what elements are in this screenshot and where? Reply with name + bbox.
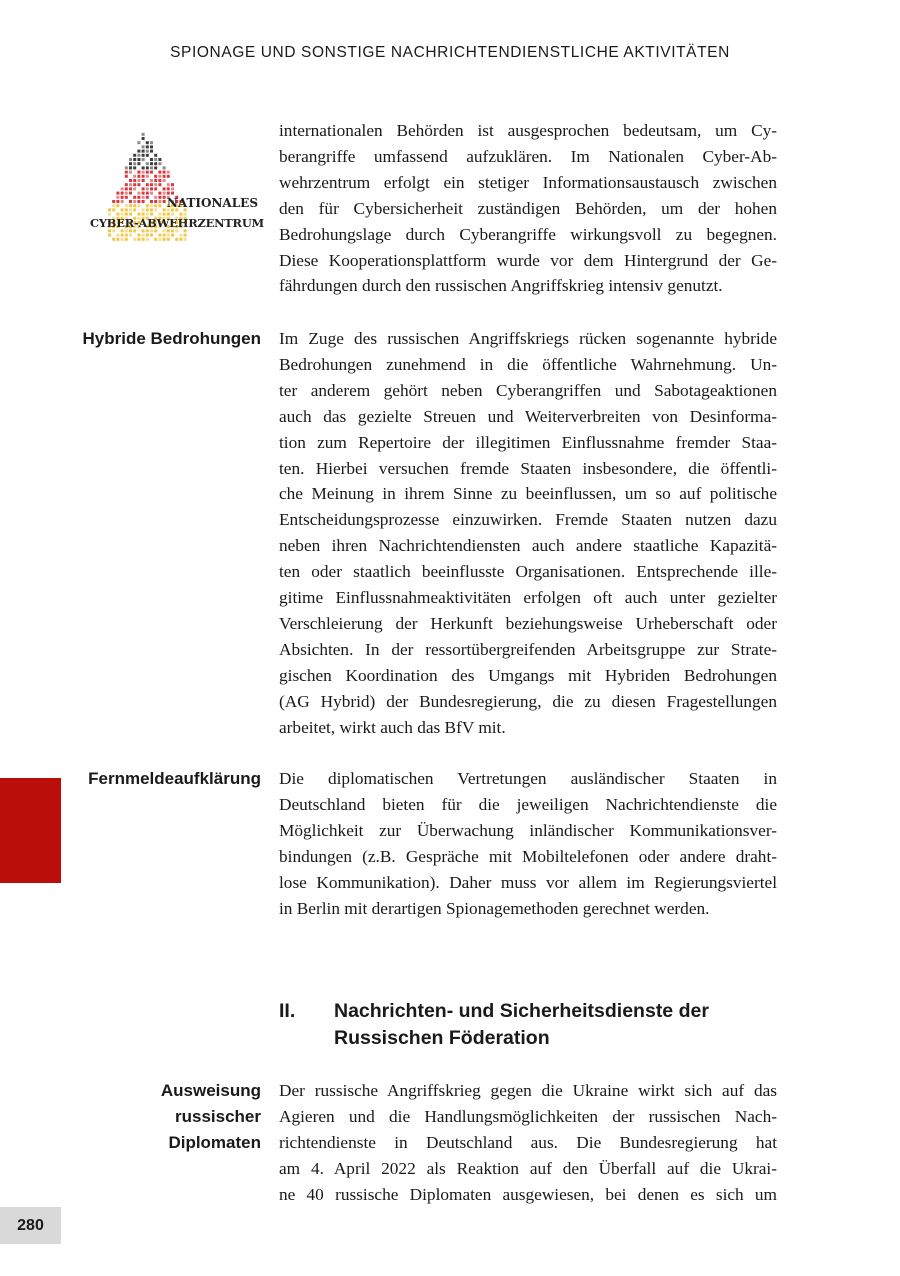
logo-mosaic-tile bbox=[146, 154, 149, 157]
logo-mosaic-tile bbox=[133, 175, 136, 178]
logo-mosaic-tile bbox=[171, 234, 174, 237]
logo-mosaic-tile bbox=[158, 175, 161, 178]
text-line: ter anderem gehört neben Cyberangriffen und Sabotageaktionen bbox=[279, 380, 777, 400]
text-line: Die diplomatischen Vertretungen ausländischer Staaten in bbox=[279, 769, 777, 788]
logo-mosaic-tile bbox=[129, 208, 132, 211]
text-line: (AG Hybrid) der Bundesregierung, die zu diesen Fragestellungen bbox=[279, 691, 777, 711]
logo-mosaic-tile bbox=[125, 187, 128, 190]
logo-mosaic-tile bbox=[163, 175, 166, 178]
logo-mosaic-tile bbox=[154, 179, 157, 182]
text-line: Im Zuge des russischen Angriffskriegs rücken sogenannte hybride bbox=[279, 329, 777, 348]
logo-mosaic-tile bbox=[154, 200, 157, 203]
margin-note-hybrid: Hybride Bedrohungen bbox=[82, 329, 261, 348]
chapter-tab-marker bbox=[0, 778, 61, 883]
logo-mosaic-tile bbox=[116, 204, 119, 207]
logo-mosaic-tile bbox=[121, 200, 124, 203]
logo-mosaic-tile bbox=[163, 208, 166, 211]
logo-mosaic-tile bbox=[158, 204, 161, 207]
logo-mosaic-tile bbox=[158, 234, 161, 237]
logo-mosaic-tile bbox=[142, 166, 145, 169]
text-line: bindungen (z.B. Gespräche mit Mobiltelefonen oder andere draht- bbox=[279, 846, 777, 866]
logo-mosaic-tile bbox=[150, 166, 153, 169]
logo-mosaic-tile bbox=[146, 192, 149, 195]
logo-mosaic-tile bbox=[137, 179, 140, 182]
logo-mosaic-tile bbox=[112, 238, 115, 241]
text-line: den für Cybersicherheit zuständigen Behörden, um der hohen bbox=[279, 198, 777, 218]
text-line: Absichten. In der ressortübergreifenden Arbeitsgruppe zur Strate- bbox=[279, 639, 777, 659]
text-line: ne 40 russische Diplomaten ausgewiesen, bei denen es sich um bbox=[279, 1184, 777, 1204]
margin-note-ausweisung bbox=[161, 1078, 261, 1156]
logo-mosaic-tile bbox=[184, 234, 187, 237]
logo-mosaic-tile bbox=[129, 187, 132, 190]
logo-mosaic-tile bbox=[137, 196, 140, 199]
logo-mosaic-tile bbox=[146, 175, 149, 178]
logo-mosaic-tile bbox=[129, 179, 132, 182]
logo-mosaic-tile bbox=[154, 183, 157, 186]
logo-mosaic-tile bbox=[125, 192, 128, 195]
logo-mosaic-tile bbox=[171, 192, 174, 195]
logo-mosaic-tile bbox=[133, 179, 136, 182]
paragraph-ausweisung bbox=[279, 1078, 777, 1208]
text-line: ten. Hierbei versuchen fremde Staaten insbesondere, die öffentli- bbox=[279, 458, 777, 478]
logo-mosaic-tile bbox=[163, 166, 166, 169]
text-line: richtendienste in Deutschland aus. Die Bundesregierung hat bbox=[279, 1132, 777, 1152]
logo-mosaic-tile bbox=[146, 234, 149, 237]
logo-mosaic-tile bbox=[154, 208, 157, 211]
logo-mosaic-tile bbox=[142, 187, 145, 190]
logo-mosaic-tile bbox=[137, 183, 140, 186]
logo-mosaic-tile bbox=[142, 171, 145, 174]
logo-mosaic-tile bbox=[129, 200, 132, 203]
logo-mosaic-tile bbox=[137, 200, 140, 203]
logo-mosaic-tile bbox=[142, 200, 145, 203]
logo-mosaic-tile bbox=[125, 166, 128, 169]
section-title bbox=[334, 998, 754, 1051]
text-line: berangriffe umfassend aufzuklären. Im Nationalen Cyber-Ab- bbox=[279, 146, 777, 166]
logo-mosaic-tile bbox=[150, 158, 153, 161]
logo-mosaic-tile bbox=[146, 162, 149, 165]
text-line: Deutschland bieten für die jeweiligen Nachrichtendienste die bbox=[279, 794, 777, 814]
logo-mosaic-tile bbox=[137, 150, 140, 153]
logo-mosaic-tile bbox=[167, 171, 170, 174]
logo-mosaic-tile bbox=[158, 192, 161, 195]
logo-mosaic-tile bbox=[158, 158, 161, 161]
logo-mosaic-tile bbox=[116, 234, 119, 237]
text-line: wehrzentrum erfolgt ein stetiger Informationsaustausch zwischen bbox=[279, 172, 777, 192]
text-line: Entscheidungsprozesse einzuwirken. Fremde Staaten nutzen dazu bbox=[279, 510, 777, 530]
logo-mosaic-tile bbox=[137, 175, 140, 178]
logo-mosaic-tile bbox=[179, 234, 182, 237]
logo-mosaic-tile bbox=[121, 238, 124, 241]
logo-mosaic-tile bbox=[116, 238, 119, 241]
logo-mosaic-tile bbox=[167, 238, 170, 241]
logo-text-line1: NATIONALES bbox=[166, 196, 258, 210]
logo-mosaic-tile bbox=[150, 179, 153, 182]
logo-mosaic-tile bbox=[150, 208, 153, 211]
logo-mosaic-tile bbox=[112, 204, 115, 207]
logo-mosaic-tile bbox=[150, 171, 153, 174]
logo-mosaic-tile bbox=[150, 234, 153, 237]
page-number: 280 bbox=[0, 1207, 61, 1244]
text-line: arbeitet, wirkt auch das BfV mit. bbox=[279, 717, 506, 737]
logo-mosaic-tile bbox=[133, 166, 136, 169]
running-header: SPIONAGE UND SONSTIGE NACHRICHTENDIENSTLICHE AKTIVITÄTEN bbox=[170, 44, 730, 61]
logo-mosaic-tile bbox=[137, 238, 140, 241]
logo-mosaic-tile bbox=[171, 183, 174, 186]
logo-mosaic-tile bbox=[129, 183, 132, 186]
logo-mosaic-tile bbox=[142, 238, 145, 241]
logo-mosaic-tile bbox=[142, 175, 145, 178]
logo-mosaic-tile bbox=[167, 234, 170, 237]
logo-mosaic-tile bbox=[133, 158, 136, 161]
logo-mosaic-tile bbox=[158, 162, 161, 165]
logo-mosaic-tile bbox=[154, 175, 157, 178]
logo-mosaic-tile bbox=[129, 171, 132, 174]
logo-mosaic-tile bbox=[133, 204, 136, 207]
text-line: Bedrohungslage durch Cyberangriffe wirkungsvoll zu begegnen. bbox=[279, 224, 777, 244]
logo-mosaic-tile bbox=[142, 137, 145, 140]
text-line: neben ihren Nachrichtendiensten auch andere staatliche Kapazitä- bbox=[279, 536, 777, 556]
logo-mosaic-tile bbox=[129, 158, 132, 161]
logo-mosaic-tile bbox=[146, 166, 149, 169]
logo-mosaic-tile bbox=[150, 183, 153, 186]
logo-mosaic-tile bbox=[163, 238, 166, 241]
text-line: Der russische Angriffskrieg gegen die Ukraine wirkt sich auf das bbox=[279, 1081, 777, 1100]
logo-mosaic-tile bbox=[150, 141, 153, 144]
section-title-line1: Nachrichten- und Sicherheitsdienste der bbox=[334, 1000, 709, 1022]
logo-mosaic-tile bbox=[171, 187, 174, 190]
logo-text-line2: CYBER-ABWEHRZENTRUM bbox=[90, 216, 264, 230]
logo-mosaic-tile bbox=[137, 158, 140, 161]
text-line: lose Kommunikation). Daher muss vor allem im Regierungsviertel bbox=[279, 872, 777, 892]
logo-mosaic-tile bbox=[125, 183, 128, 186]
logo-mosaic-tile bbox=[133, 196, 136, 199]
logo-mosaic-tile bbox=[142, 179, 145, 182]
logo-mosaic-tile bbox=[108, 208, 111, 211]
logo-mosaic-tile bbox=[133, 238, 136, 241]
logo-mosaic-tile bbox=[125, 234, 128, 237]
logo-mosaic-tile bbox=[133, 162, 136, 165]
text-line: Verschleierung der Herkunft beziehungsweise Urheberschaft oder bbox=[279, 613, 777, 633]
logo-mosaic-tile bbox=[158, 238, 161, 241]
logo-mosaic-tile bbox=[129, 192, 132, 195]
section-title-line2: Russischen Föderation bbox=[334, 1026, 550, 1049]
logo-mosaic-tile bbox=[121, 234, 124, 237]
text-line: am 4. April 2022 als Reaktion auf den Überfall auf die Ukrai- bbox=[279, 1158, 777, 1178]
logo-mosaic-tile bbox=[179, 238, 182, 241]
logo-mosaic-tile bbox=[175, 238, 178, 241]
logo-mosaic-tile bbox=[146, 204, 149, 207]
logo-mosaic-tile bbox=[146, 238, 149, 241]
logo-mosaic-tile bbox=[167, 175, 170, 178]
logo-mosaic-tile bbox=[137, 192, 140, 195]
text-line: Diese Kooperationsplattform wurde vor dem Hintergrund der Ge- bbox=[279, 250, 777, 270]
logo-mosaic-tile bbox=[129, 234, 132, 237]
logo-mosaic-tile bbox=[146, 208, 149, 211]
logo-mosaic-tile bbox=[142, 150, 145, 153]
logo-mosaic-tile bbox=[163, 179, 166, 182]
logo-mosaic-tile bbox=[158, 171, 161, 174]
logo-mosaic-tile bbox=[163, 171, 166, 174]
logo-mosaic-tile bbox=[112, 200, 115, 203]
logo-mosaic-tile bbox=[142, 192, 145, 195]
logo-mosaic-tile bbox=[116, 200, 119, 203]
logo-mosaic-tile bbox=[112, 208, 115, 211]
cyber-abwehrzentrum-logo bbox=[88, 124, 264, 248]
logo-mosaic-tile bbox=[154, 187, 157, 190]
logo-mosaic-tile bbox=[116, 196, 119, 199]
logo-mosaic-tile bbox=[121, 196, 124, 199]
logo-mosaic-tile bbox=[121, 208, 124, 211]
logo-mosaic-tile bbox=[137, 234, 140, 237]
logo-mosaic-tile bbox=[150, 145, 153, 148]
logo-mosaic-tile bbox=[154, 154, 157, 157]
logo-mosaic-tile bbox=[150, 162, 153, 165]
text-line: internationalen Behörden ist ausgesprochen bedeutsam, um Cy- bbox=[279, 121, 777, 140]
logo-mosaic-tile bbox=[125, 175, 128, 178]
logo-mosaic-tile bbox=[142, 234, 145, 237]
logo-mosaic-tile bbox=[146, 145, 149, 148]
logo-mosaic-tile bbox=[142, 158, 145, 161]
margin-note-ausweisung-line1: Ausweisung bbox=[160, 1081, 261, 1100]
text-line: tion zum Repertoire der illegitimen Einflussnahme fremder Staa- bbox=[279, 432, 777, 452]
logo-mosaic-tile bbox=[150, 150, 153, 153]
logo-mosaic-tile bbox=[137, 204, 140, 207]
logo-mosaic-tile bbox=[146, 150, 149, 153]
logo-mosaic-tile bbox=[154, 158, 157, 161]
logo-mosaic-tile bbox=[133, 154, 136, 157]
logo-mosaic-tile bbox=[150, 192, 153, 195]
logo-mosaic-tile bbox=[163, 234, 166, 237]
logo-mosaic-tile bbox=[125, 196, 128, 199]
logo-mosaic-tile bbox=[137, 154, 140, 157]
logo-mosaic-tile bbox=[150, 200, 153, 203]
logo-mosaic-tile bbox=[158, 196, 161, 199]
logo-mosaic-tile bbox=[133, 187, 136, 190]
logo-mosaic-tile bbox=[133, 208, 136, 211]
logo-mosaic-tile bbox=[150, 187, 153, 190]
logo-mosaic-tile bbox=[142, 133, 145, 136]
logo-mosaic-tile bbox=[137, 141, 140, 144]
logo-mosaic-tile bbox=[154, 204, 157, 207]
logo-mosaic-tile bbox=[146, 183, 149, 186]
logo-mosaic-tile bbox=[121, 187, 124, 190]
text-line: Agieren und die Handlungsmöglichkeiten der russischen Nach- bbox=[279, 1106, 777, 1126]
logo-mosaic-tile bbox=[146, 141, 149, 144]
logo-mosaic-tile bbox=[154, 196, 157, 199]
paragraph-fernmeldeaufklaerung bbox=[279, 766, 777, 921]
logo-mosaic-tile bbox=[146, 196, 149, 199]
logo-mosaic-tile bbox=[137, 171, 140, 174]
margin-note-fernmelde: Fernmeldeaufklärung bbox=[88, 769, 261, 788]
logo-mosaic-tile bbox=[142, 145, 145, 148]
logo-mosaic-tile bbox=[158, 183, 161, 186]
logo-mosaic-tile bbox=[116, 192, 119, 195]
text-line: Bedrohungen zunehmend in die öffentliche Wahrnehmung. Un- bbox=[279, 354, 777, 374]
text-line: ten oder staatlich beeinflusste Organisationen. Entsprechende ille- bbox=[279, 562, 777, 582]
logo-mosaic-tile bbox=[158, 179, 161, 182]
text-line: Möglichkeit zur Überwachung inländischer Kommunikationsver- bbox=[279, 820, 777, 840]
logo-mosaic-tile bbox=[154, 162, 157, 165]
logo-mosaic-tile bbox=[154, 166, 157, 169]
logo-mosaic-tile bbox=[137, 162, 140, 165]
logo-mosaic-tile bbox=[125, 208, 128, 211]
margin-note-ausweisung-line2: russischer bbox=[175, 1106, 261, 1126]
logo-mosaic-tile bbox=[133, 200, 136, 203]
text-line: auch das gezielte Streuen und Weiterverbreiten von Desinforma- bbox=[279, 406, 777, 426]
logo-mosaic-tile bbox=[150, 204, 153, 207]
logo-mosaic-tile bbox=[133, 183, 136, 186]
logo-mosaic-tile bbox=[158, 200, 161, 203]
logo-mosaic-tile bbox=[184, 238, 187, 241]
logo-mosaic-tile bbox=[142, 208, 145, 211]
logo-mosaic-tile bbox=[125, 238, 128, 241]
text-line: in Berlin mit derartigen Spionagemethoden gerechnet werden. bbox=[279, 898, 710, 918]
logo-mosaic-tile bbox=[167, 187, 170, 190]
logo-mosaic-tile bbox=[167, 192, 170, 195]
logo-mosaic-tile bbox=[108, 234, 111, 237]
text-line: gischen Koordination des Umgangs mit Hybriden Bedrohungen bbox=[279, 665, 777, 685]
logo-mosaic-tile bbox=[121, 192, 124, 195]
logo-mosaic-tile bbox=[129, 162, 132, 165]
logo-mosaic-tile bbox=[163, 187, 166, 190]
logo-mosaic-tile bbox=[129, 166, 132, 169]
logo-mosaic-tile bbox=[167, 183, 170, 186]
logo-mosaic-tile bbox=[125, 171, 128, 174]
paragraph-intro bbox=[279, 118, 777, 299]
logo-mosaic-tile bbox=[163, 200, 166, 203]
paragraph-hybride-bedrohungen bbox=[279, 326, 777, 741]
logo-mosaic-tile bbox=[129, 204, 132, 207]
logo-mosaic-tile bbox=[146, 171, 149, 174]
logo-mosaic-tile bbox=[142, 196, 145, 199]
text-line: gitime Einflussnahmeaktivitäten erfolgen oft auch unter gezielter bbox=[279, 588, 777, 608]
margin-note-ausweisung-line3: Diplomaten bbox=[168, 1132, 261, 1152]
text-line: che Meinung in ihrem Sinne zu beeinflussen, um so auf politische bbox=[279, 484, 777, 504]
logo-mosaic-tile bbox=[154, 238, 157, 241]
text-line: fährdungen durch den russischen Angriffskrieg intensiv genutzt. bbox=[279, 276, 723, 296]
logo-mosaic-tile bbox=[146, 187, 149, 190]
logo-mosaic-tile bbox=[142, 154, 145, 157]
logo-mosaic-tile bbox=[125, 204, 128, 207]
logo-mosaic-tile bbox=[163, 192, 166, 195]
section-number: II. bbox=[279, 1000, 296, 1022]
logo-mosaic-tile bbox=[163, 196, 166, 199]
